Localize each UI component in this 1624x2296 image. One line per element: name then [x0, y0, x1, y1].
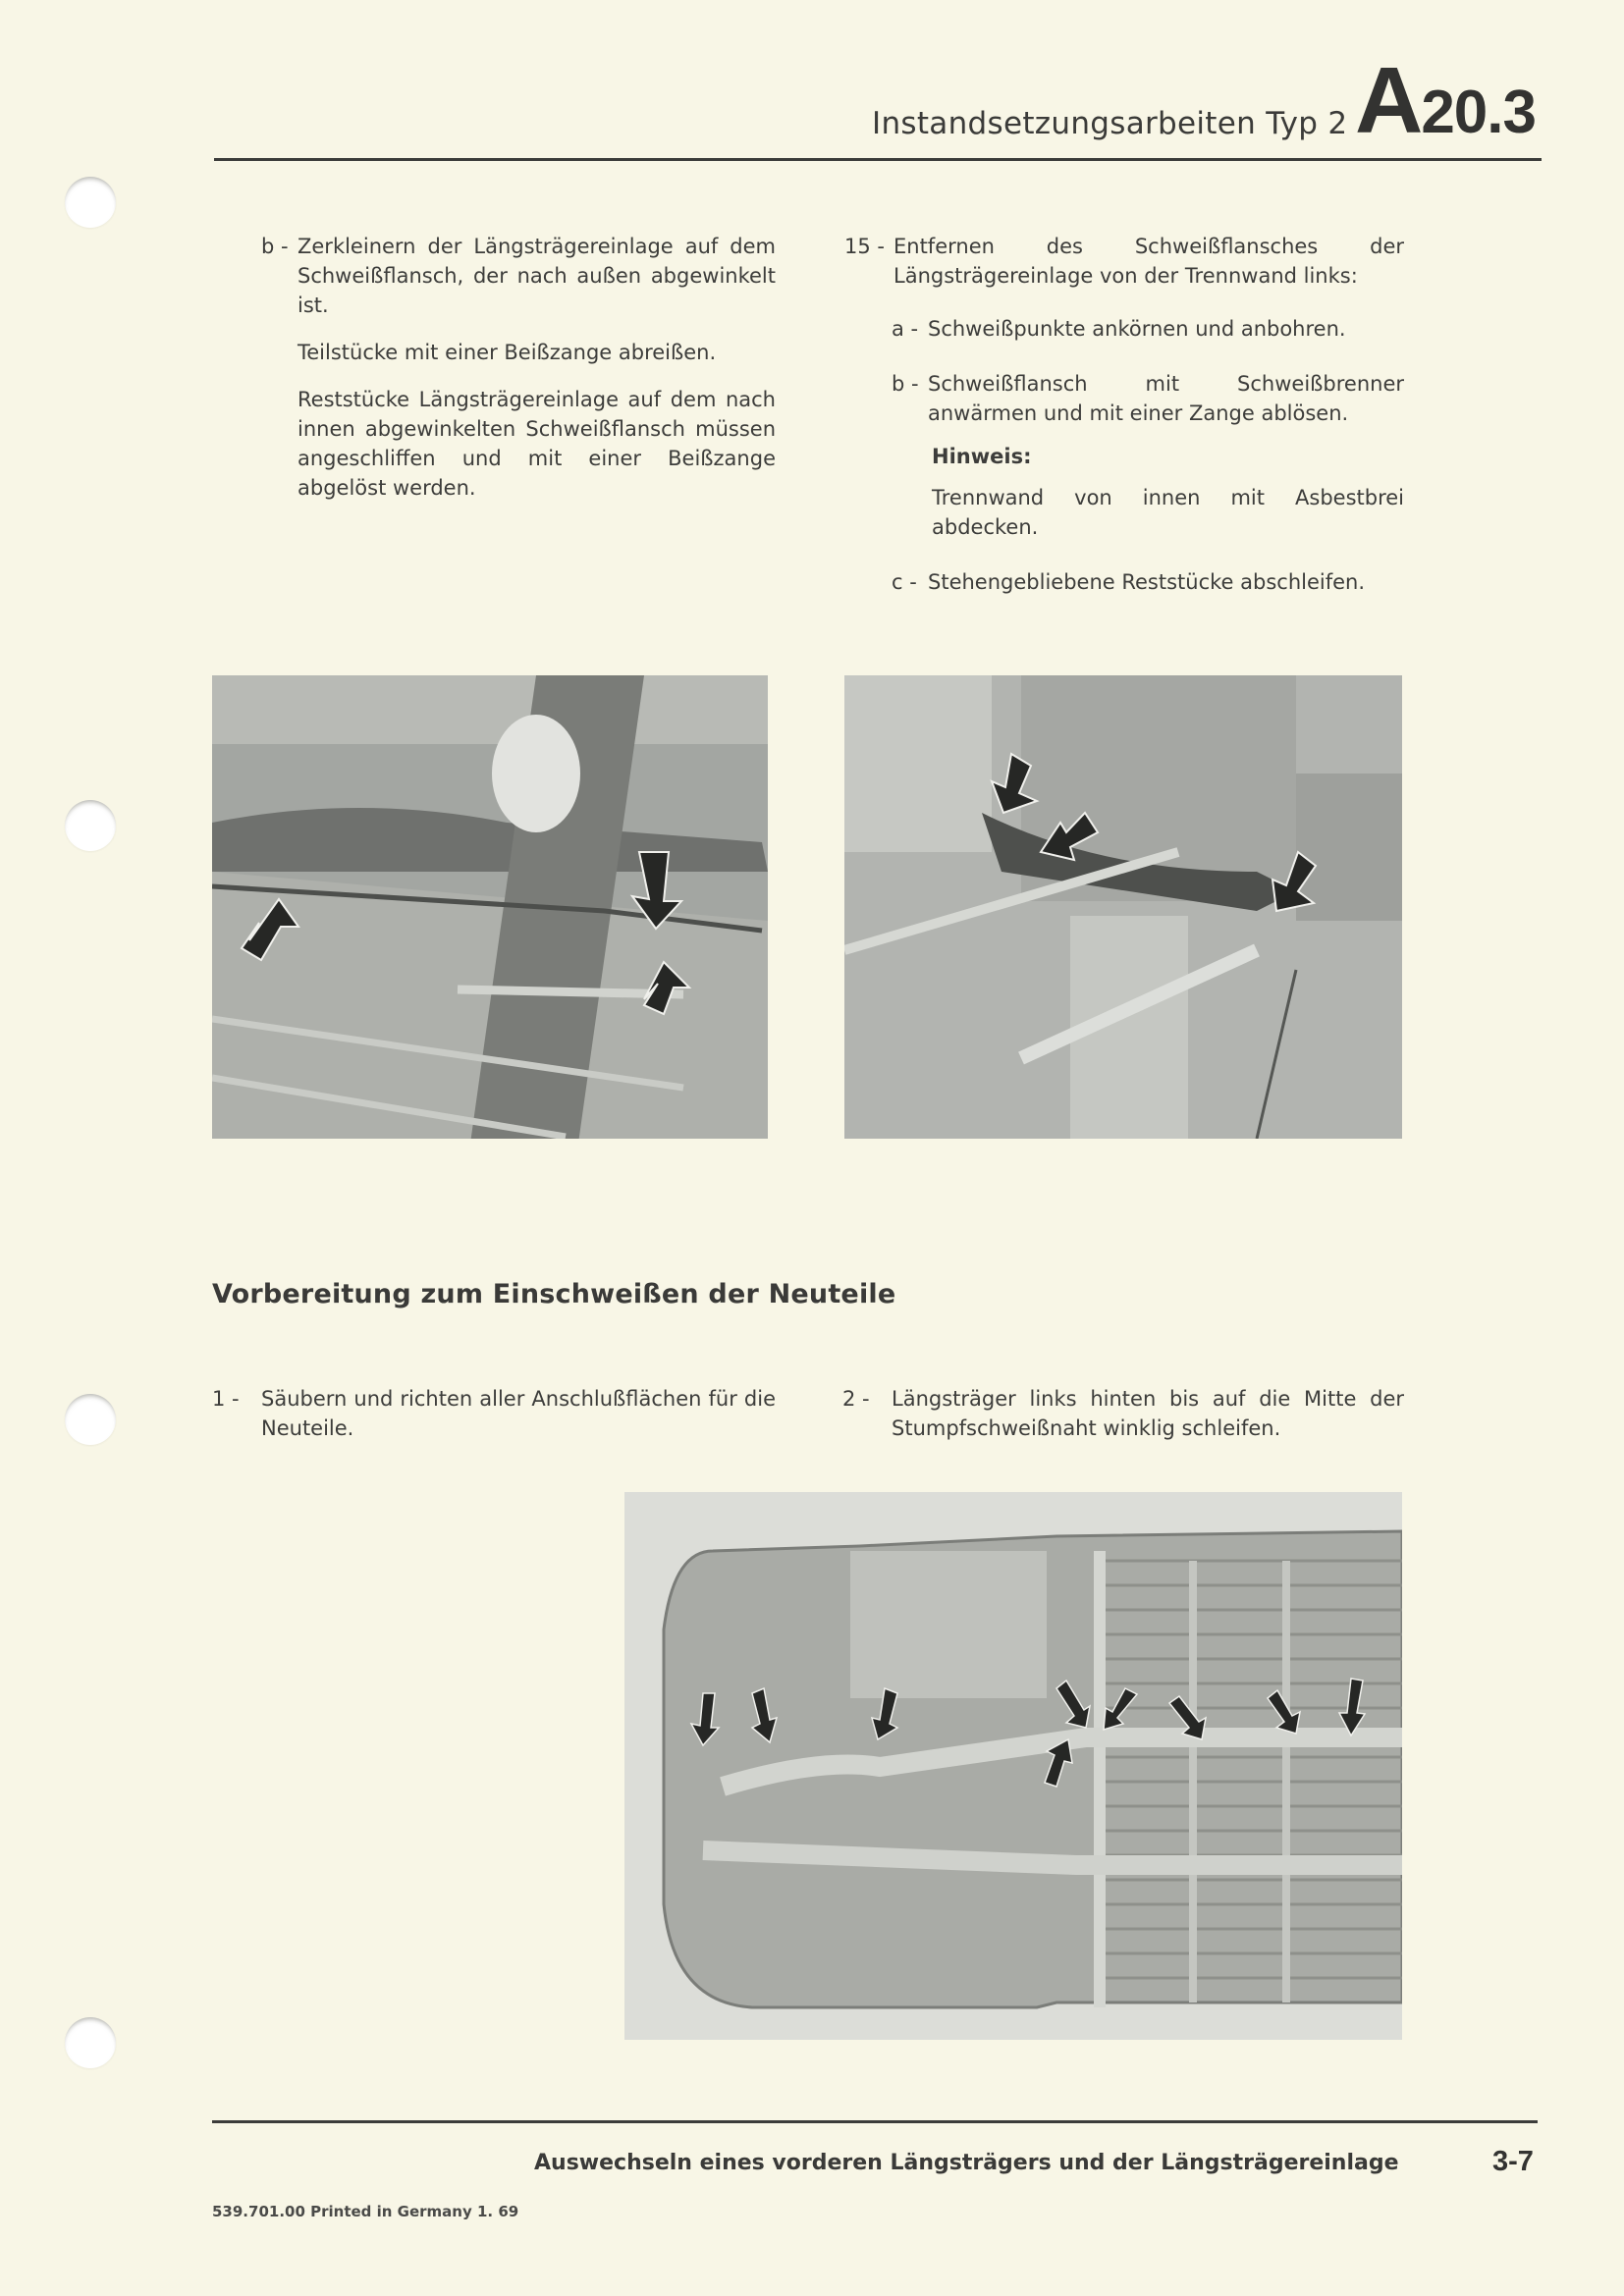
sub-step-c [892, 567, 1404, 597]
step-text: Schweißflansch mit Schweißbrenner anwärmen und mit einer Zange ablösen. [928, 372, 1404, 425]
right-column [844, 232, 1404, 597]
section-step-1 [212, 1384, 776, 1443]
step-text: Zerkleinern der Längsträgereinlage auf dem Schweißflansch, der nach außen abgewinkelt ist. [298, 235, 776, 317]
step-1-item [212, 1384, 776, 1443]
step-b-item [261, 232, 776, 320]
note-text: Trennwand von innen mit Asbestbrei abdecken. [932, 486, 1404, 539]
header-title: Instandsetzungsarbeiten Typ 2 [872, 106, 1348, 141]
paragraph: Teilstücke mit einer Beißzange abreißen. [298, 341, 717, 364]
section-code [1355, 47, 1536, 155]
step-text: Stehengebliebene Reststücke abschleifen. [928, 570, 1366, 594]
step-label: a - [892, 317, 919, 341]
step-label: c - [892, 570, 917, 594]
step-label: b - [261, 235, 289, 258]
photo-underbody [624, 1492, 1402, 2040]
binder-hole [65, 1394, 116, 1445]
photo-welding-flange [844, 675, 1402, 1139]
step-text: Längsträger links hinten bis auf die Mitte der Stumpfschweißnaht winklig schleifen. [892, 1387, 1404, 1440]
section-step-2 [842, 1384, 1404, 1443]
footer-rule [212, 2120, 1538, 2123]
print-info: 539.701.00 Printed in Germany 1. 69 [212, 2203, 519, 2220]
step-label: b - [892, 372, 919, 396]
section-heading: Vorbereitung zum Einschweißen der Neuteile [212, 1279, 896, 1309]
step-text: Schweißpunkte ankörnen und anbohren. [928, 317, 1346, 341]
step-text: Säubern und richten aller Anschlußflächen für die Neuteile. [261, 1387, 776, 1440]
section-code-letter: A [1355, 48, 1422, 153]
section-code-number: 20.3 [1421, 79, 1536, 146]
page-number: 3-7 [1492, 2146, 1534, 2177]
footer-title: Auswechseln eines vorderen Längsträgers und der Längsträgereinlage [534, 2151, 1399, 2175]
sub-step-b [892, 369, 1404, 428]
binder-hole [65, 177, 116, 228]
photo-illustration [212, 675, 768, 1139]
photo-illustration [624, 1492, 1402, 2040]
binder-hole [65, 2017, 116, 2068]
step-15-item [844, 232, 1404, 291]
photo-longitudinal-member-removal [212, 675, 768, 1139]
note-heading: Hinweis: [932, 445, 1032, 468]
step-2-item [842, 1384, 1404, 1443]
step-text: Entfernen des Schweißflansches der Längsträgereinlage von der Trennwand links: [893, 235, 1404, 288]
header-rule [214, 158, 1542, 161]
step-label: 1 - [212, 1387, 240, 1411]
step-label: 15 - [844, 235, 885, 258]
binder-hole [65, 800, 116, 851]
sub-step-a [892, 314, 1404, 344]
paragraph: Reststücke Längsträgereinlage auf dem nach innen abgewinkelten Schweißflansch müssen angeschliffen und mit einer Beißzange abgelöst werden. [298, 388, 776, 500]
step-label: 2 - [842, 1387, 870, 1411]
left-column [261, 232, 776, 503]
photo-illustration [844, 675, 1402, 1139]
